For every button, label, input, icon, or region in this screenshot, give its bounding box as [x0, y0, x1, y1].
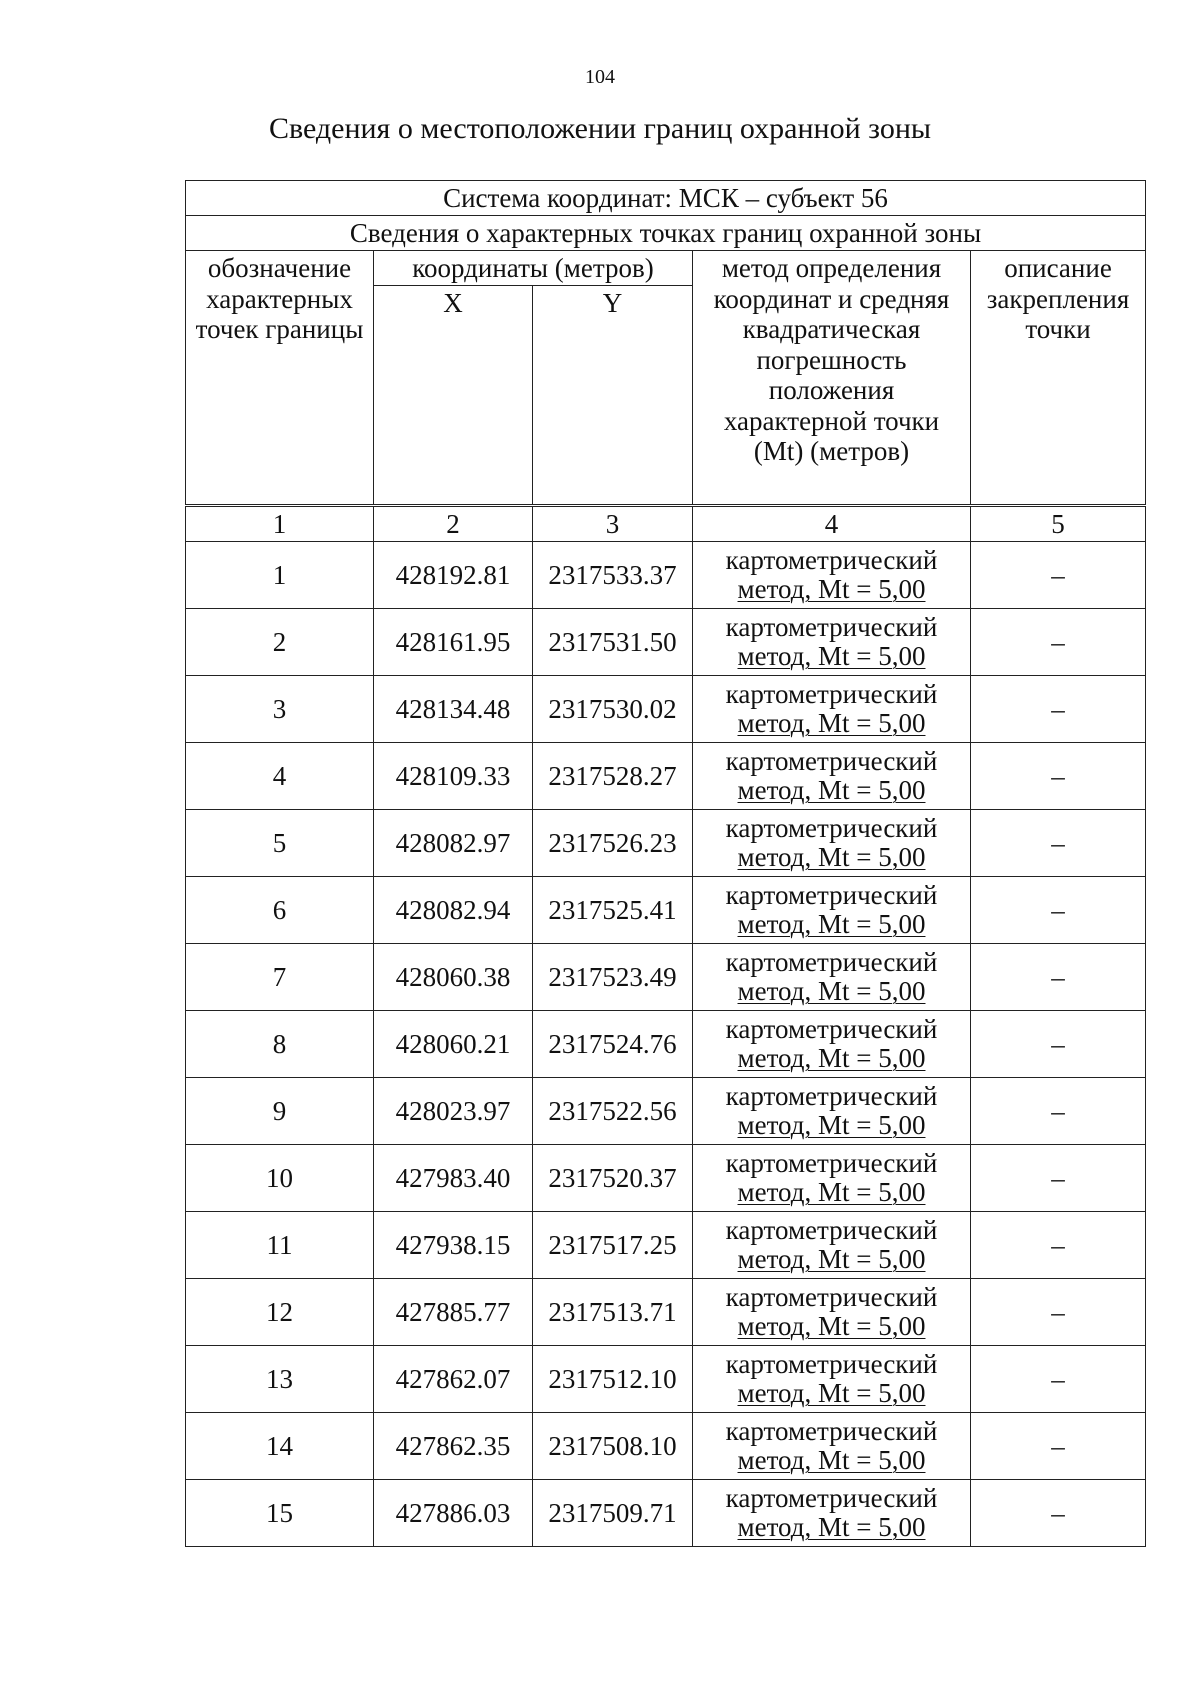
page-title: Сведения о местоположении границ охранной зоны [268, 112, 932, 145]
method-line: картометрический [725, 946, 938, 977]
x-coordinate-cell: 427983.40 [374, 1145, 533, 1212]
table-row [186, 1011, 1146, 1078]
method-cell [693, 810, 971, 877]
method-cell [693, 1413, 971, 1480]
column-number: 5 [971, 506, 1146, 542]
section-title-row [186, 216, 1146, 251]
x-coordinate-cell: 427885.77 [374, 1279, 533, 1346]
method-accuracy-line: метод, Mt = 5,00 [737, 1311, 926, 1341]
method-line: картометрический [725, 1415, 938, 1446]
method-cell [693, 1346, 971, 1413]
method-line: картометрический [725, 745, 938, 776]
method-cell [693, 1480, 971, 1547]
method-accuracy-line: метод, Mt = 5,00 [737, 1378, 926, 1408]
method-cell [693, 609, 971, 676]
method-cell [693, 877, 971, 944]
method-cell [693, 743, 971, 810]
method-accuracy-line: метод, Mt = 5,00 [737, 1177, 926, 1207]
point-cell: 7 [186, 944, 374, 1011]
description-cell: – [971, 1145, 1146, 1212]
table-row [186, 1279, 1146, 1346]
method-cell [693, 542, 971, 609]
method-line: картометрический [725, 879, 938, 910]
y-coordinate-cell: 2317525.41 [533, 877, 693, 944]
method-line: картометрический [725, 1214, 938, 1245]
column-number: 3 [533, 506, 693, 542]
table-row [186, 609, 1146, 676]
point-cell: 10 [186, 1145, 374, 1212]
description-cell: – [971, 877, 1146, 944]
description-cell: – [971, 542, 1146, 609]
header-description: описание закрепления точки [971, 251, 1146, 506]
method-accuracy-line: метод, Mt = 5,00 [737, 1043, 926, 1073]
header-y: Y [533, 286, 693, 506]
point-cell: 1 [186, 542, 374, 609]
description-cell: – [971, 1346, 1146, 1413]
coordinate-system-row [186, 181, 1146, 216]
x-coordinate-cell: 428109.33 [374, 743, 533, 810]
header-x: X [374, 286, 533, 506]
coordinate-system-cell: Система координат: МСК – субъект 56 [186, 181, 1146, 216]
x-coordinate-cell: 428134.48 [374, 676, 533, 743]
table-row [186, 877, 1146, 944]
method-cell [693, 1078, 971, 1145]
description-cell: – [971, 1078, 1146, 1145]
method-accuracy-line: метод, Mt = 5,00 [737, 775, 926, 805]
method-line: картометрический [725, 1147, 938, 1178]
x-coordinate-cell: 428082.94 [374, 877, 533, 944]
point-cell: 4 [186, 743, 374, 810]
y-coordinate-cell: 2317512.10 [533, 1346, 693, 1413]
column-number-row [186, 506, 1146, 542]
method-accuracy-line: метод, Mt = 5,00 [737, 574, 926, 604]
method-accuracy-line: метод, Mt = 5,00 [737, 842, 926, 872]
x-coordinate-cell: 427886.03 [374, 1480, 533, 1547]
method-line: картометрический [725, 1013, 938, 1044]
y-coordinate-cell: 2317520.37 [533, 1145, 693, 1212]
y-coordinate-cell: 2317508.10 [533, 1413, 693, 1480]
description-cell: – [971, 1480, 1146, 1547]
method-line: картометрический [725, 812, 938, 843]
table-row [186, 743, 1146, 810]
y-coordinate-cell: 2317533.37 [533, 542, 693, 609]
table-row [186, 944, 1146, 1011]
x-coordinate-cell: 428192.81 [374, 542, 533, 609]
method-line: картометрический [725, 1080, 938, 1111]
description-cell: – [971, 1011, 1146, 1078]
point-cell: 11 [186, 1212, 374, 1279]
x-coordinate-cell: 427938.15 [374, 1212, 533, 1279]
table-row [186, 810, 1146, 877]
description-cell: – [971, 743, 1146, 810]
point-cell: 2 [186, 609, 374, 676]
x-coordinate-cell: 428060.38 [374, 944, 533, 1011]
method-line: картометрический [725, 1348, 938, 1379]
point-cell: 12 [186, 1279, 374, 1346]
method-cell [693, 1011, 971, 1078]
method-cell [693, 676, 971, 743]
description-cell: – [971, 609, 1146, 676]
method-accuracy-line: метод, Mt = 5,00 [737, 1244, 926, 1274]
method-accuracy-line: метод, Mt = 5,00 [737, 1110, 926, 1140]
x-coordinate-cell: 427862.35 [374, 1413, 533, 1480]
header-coordinates: координаты (метров) [374, 251, 693, 286]
description-cell: – [971, 944, 1146, 1011]
method-line: картометрический [725, 611, 938, 642]
x-coordinate-cell: 428060.21 [374, 1011, 533, 1078]
description-cell: – [971, 1413, 1146, 1480]
method-line: картометрический [725, 1281, 938, 1312]
coordinates-table [185, 180, 1146, 1547]
point-cell: 15 [186, 1480, 374, 1547]
table-row [186, 1212, 1146, 1279]
table-row [186, 1145, 1146, 1212]
description-cell: – [971, 1212, 1146, 1279]
y-coordinate-cell: 2317526.23 [533, 810, 693, 877]
point-cell: 3 [186, 676, 374, 743]
method-line: картометрический [725, 1482, 938, 1513]
table-row [186, 1346, 1146, 1413]
section-title-cell: Сведения о характерных точках границ охранной зоны [186, 216, 1146, 251]
y-coordinate-cell: 2317517.25 [533, 1212, 693, 1279]
method-line: картометрический [725, 544, 938, 575]
column-number: 1 [186, 506, 374, 542]
x-coordinate-cell: 428082.97 [374, 810, 533, 877]
header-row [186, 251, 1146, 286]
point-cell: 5 [186, 810, 374, 877]
table-row [186, 1413, 1146, 1480]
point-cell: 14 [186, 1413, 374, 1480]
point-cell: 8 [186, 1011, 374, 1078]
point-cell: 9 [186, 1078, 374, 1145]
method-accuracy-line: метод, Mt = 5,00 [737, 641, 926, 671]
header-point-designation: обозначение характерных точек границы [186, 251, 374, 506]
description-cell: – [971, 676, 1146, 743]
method-accuracy-line: метод, Mt = 5,00 [737, 708, 926, 738]
y-coordinate-cell: 2317513.71 [533, 1279, 693, 1346]
point-cell: 6 [186, 877, 374, 944]
column-number: 2 [374, 506, 533, 542]
y-coordinate-cell: 2317523.49 [533, 944, 693, 1011]
coordinates-table-body [186, 181, 1146, 1547]
method-accuracy-line: метод, Mt = 5,00 [737, 976, 926, 1006]
y-coordinate-cell: 2317509.71 [533, 1480, 693, 1547]
method-cell [693, 1279, 971, 1346]
method-line: картометрический [725, 678, 938, 709]
table-row [186, 676, 1146, 743]
method-accuracy-line: метод, Mt = 5,00 [737, 1445, 926, 1475]
method-cell [693, 1212, 971, 1279]
y-coordinate-cell: 2317528.27 [533, 743, 693, 810]
y-coordinate-cell: 2317531.50 [533, 609, 693, 676]
x-coordinate-cell: 427862.07 [374, 1346, 533, 1413]
method-accuracy-line: метод, Mt = 5,00 [737, 1512, 926, 1542]
y-coordinate-cell: 2317522.56 [533, 1078, 693, 1145]
method-cell [693, 944, 971, 1011]
x-coordinate-cell: 428161.95 [374, 609, 533, 676]
column-number: 4 [693, 506, 971, 542]
header-method: метод определения координат и средняя квадратическая погрешность положения характерной точки (Mt) (метров) [693, 251, 971, 506]
table-row [186, 542, 1146, 609]
method-cell [693, 1145, 971, 1212]
method-accuracy-line: метод, Mt = 5,00 [737, 909, 926, 939]
point-cell: 13 [186, 1346, 374, 1413]
description-cell: – [971, 1279, 1146, 1346]
table-row [186, 1078, 1146, 1145]
page-number: 104 [585, 66, 615, 88]
y-coordinate-cell: 2317524.76 [533, 1011, 693, 1078]
x-coordinate-cell: 428023.97 [374, 1078, 533, 1145]
description-cell: – [971, 810, 1146, 877]
table-row [186, 1480, 1146, 1547]
y-coordinate-cell: 2317530.02 [533, 676, 693, 743]
